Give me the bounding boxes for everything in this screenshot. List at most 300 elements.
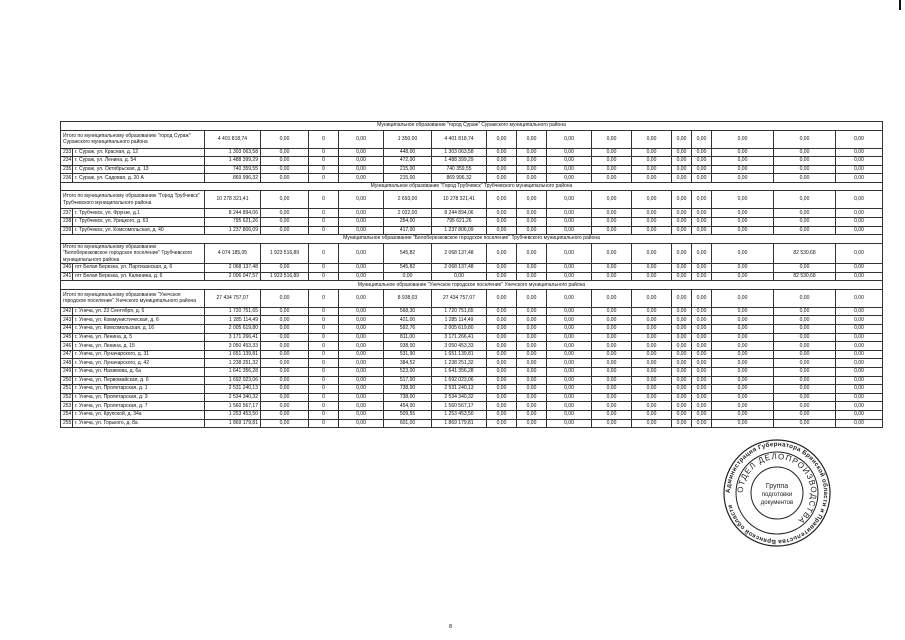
row-address: г. Унеча, ул. Крупской, д. 34а: [73, 410, 205, 419]
value-cell: 0,00: [774, 157, 836, 166]
value-cell: 0,00: [339, 226, 384, 235]
total-value-cell: 0,00: [547, 191, 592, 209]
section-title-row: [61, 182, 883, 191]
value-cell: 0,00: [547, 342, 592, 351]
row-address: г. Трубчевск, ул. Фрунзе, д.1: [73, 209, 205, 218]
value-cell: 0,00: [487, 264, 517, 273]
table-row: [61, 217, 883, 226]
value-cell: 0,00: [487, 419, 517, 428]
value-cell: 0,00: [261, 342, 309, 351]
value-cell: 0,00: [517, 165, 547, 174]
value-cell: 0,00: [261, 165, 309, 174]
value-cell: 0,00: [672, 157, 692, 166]
value-cell: 1 651 139,81: [205, 350, 261, 359]
value-cell: 0,00: [592, 148, 632, 157]
value-cell: 0,00: [261, 368, 309, 377]
value-cell: 0,00: [487, 325, 517, 334]
value-cell: 0,00: [692, 419, 712, 428]
value-cell: 0,00: [712, 419, 774, 428]
value-cell: 0,00: [774, 307, 836, 316]
section-title: Муниципальное образование "Унечское городское поселение" Унечского муниципального района: [61, 281, 883, 290]
value-cell: 254,00: [384, 217, 432, 226]
value-cell: 0,00: [672, 174, 692, 183]
row-address: г. Унеча, ул. 23 Сентября, д. 6: [73, 307, 205, 316]
scan-edge-mark: [899, 0, 901, 10]
value-cell: 0,00: [261, 402, 309, 411]
row-address: г. Трубчевск, ул. Комсомольская, д. 40: [73, 226, 205, 235]
total-value-cell: 0: [309, 130, 339, 148]
value-cell: 0,00: [339, 272, 384, 281]
value-cell: 0: [309, 325, 339, 334]
table-row: [61, 264, 883, 273]
value-cell: 0,00: [836, 350, 883, 359]
value-cell: 1 238 251,32: [432, 359, 487, 368]
value-cell: 0,00: [774, 368, 836, 377]
value-cell: 0,00: [836, 359, 883, 368]
value-cell: 0,00: [672, 307, 692, 316]
value-cell: 0,00: [339, 393, 384, 402]
total-value-cell: 0,00: [261, 130, 309, 148]
section-total-row: [61, 191, 883, 209]
value-cell: 0,00: [672, 410, 692, 419]
value-cell: 0,00: [774, 393, 836, 402]
value-cell: 0,00: [547, 325, 592, 334]
value-cell: 0,00: [774, 350, 836, 359]
total-value-cell: 0: [309, 289, 339, 307]
value-cell: 0: [309, 226, 339, 235]
value-cell: 0,00: [592, 368, 632, 377]
value-cell: 0,00: [517, 316, 547, 325]
value-cell: 0,00: [487, 316, 517, 325]
value-cell: 0,00: [339, 368, 384, 377]
value-cell: 0,00: [592, 217, 632, 226]
value-cell: 0,00: [517, 148, 547, 157]
value-cell: 0,00: [774, 376, 836, 385]
section-total-row: [61, 289, 883, 307]
value-cell: 0,00: [692, 342, 712, 351]
value-cell: 0,00: [836, 165, 883, 174]
value-cell: 0,00: [712, 385, 774, 394]
row-address: пгт Белая Березка, ул. Партизанская, д. 6: [73, 264, 205, 273]
value-cell: 0,00: [836, 226, 883, 235]
value-cell: 0,00: [672, 217, 692, 226]
value-cell: 0,00: [672, 316, 692, 325]
value-cell: 1 869 179,81: [205, 419, 261, 428]
value-cell: 0,00: [547, 316, 592, 325]
value-cell: 0,00: [261, 325, 309, 334]
value-cell: 8 244 894,06: [432, 209, 487, 218]
value-cell: 738,00: [384, 385, 432, 394]
value-cell: 3 171 266,41: [205, 333, 261, 342]
value-cell: 0,00: [836, 148, 883, 157]
value-cell: 0,00: [339, 209, 384, 218]
value-cell: 0,00: [712, 264, 774, 273]
value-cell: 0,00: [692, 316, 712, 325]
value-cell: 0,00: [692, 333, 712, 342]
value-cell: 0,00: [672, 264, 692, 273]
value-cell: 0,00: [592, 264, 632, 273]
value-cell: 1 720 751,65: [432, 307, 487, 316]
value-cell: 0,00: [432, 272, 487, 281]
value-cell: 0: [309, 157, 339, 166]
value-cell: 0,00: [672, 350, 692, 359]
value-cell: 0,00: [547, 209, 592, 218]
section-title-row: [61, 281, 883, 290]
value-cell: 0,00: [712, 226, 774, 235]
value-cell: 1 238 251,32: [205, 359, 261, 368]
value-cell: 0,00: [632, 226, 672, 235]
value-cell: 0,00: [672, 333, 692, 342]
value-cell: 0,00: [487, 272, 517, 281]
value-cell: 0,00: [592, 350, 632, 359]
value-cell: 592,76: [384, 325, 432, 334]
value-cell: 0,00: [592, 316, 632, 325]
value-cell: 869 996,32: [432, 174, 487, 183]
row-number: 234: [61, 157, 73, 166]
value-cell: 0,00: [592, 376, 632, 385]
row-number: 255: [61, 419, 73, 428]
value-cell: 417,00: [384, 226, 432, 235]
value-cell: 0,00: [517, 209, 547, 218]
value-cell: 0,00: [547, 402, 592, 411]
value-cell: 0,00: [836, 402, 883, 411]
value-cell: 0,00: [487, 157, 517, 166]
value-cell: 0,00: [261, 350, 309, 359]
stamp-center-line-2: подготовки: [761, 492, 793, 498]
table-body: [61, 122, 883, 428]
value-cell: 0,00: [692, 359, 712, 368]
total-value-cell: 0,00: [692, 289, 712, 307]
value-cell: 0,00: [672, 272, 692, 281]
page-number: 8: [449, 624, 453, 630]
value-cell: 0: [309, 316, 339, 325]
value-cell: 1 285 114,49: [205, 316, 261, 325]
value-cell: 2 022,00: [384, 209, 432, 218]
value-cell: 0,00: [517, 226, 547, 235]
value-cell: 0,00: [487, 342, 517, 351]
table-row: [61, 307, 883, 316]
value-cell: 0,00: [517, 272, 547, 281]
value-cell: 0,00: [487, 402, 517, 411]
value-cell: 0: [309, 359, 339, 368]
table-row: [61, 376, 883, 385]
value-cell: 0,00: [517, 359, 547, 368]
value-cell: 1 692 023,06: [432, 376, 487, 385]
value-cell: 0,00: [836, 272, 883, 281]
table-row: [61, 226, 883, 235]
value-cell: 8 244 894,06: [205, 209, 261, 218]
value-cell: 0,00: [836, 368, 883, 377]
value-cell: 1 692 023,06: [205, 376, 261, 385]
total-value-cell: 0,00: [632, 289, 672, 307]
total-value-cell: 0,00: [517, 289, 547, 307]
value-cell: 0,00: [672, 226, 692, 235]
value-cell: 0,00: [672, 325, 692, 334]
value-cell: 1 869 179,81: [432, 419, 487, 428]
section-title-row: [61, 235, 883, 244]
value-cell: 1 285 114,49: [432, 316, 487, 325]
value-cell: 0,00: [547, 174, 592, 183]
value-cell: 0,00: [712, 316, 774, 325]
value-cell: 0,00: [547, 385, 592, 394]
value-cell: 0,00: [261, 157, 309, 166]
value-cell: 0,00: [339, 359, 384, 368]
value-cell: 1 720 751,65: [205, 307, 261, 316]
value-cell: 0,00: [692, 368, 712, 377]
value-cell: 0,00: [592, 165, 632, 174]
value-cell: 0,00: [517, 325, 547, 334]
total-value-cell: 1 923 516,89: [261, 243, 309, 264]
value-cell: 0,00: [547, 148, 592, 157]
value-cell: 0: [309, 368, 339, 377]
total-value-cell: 0,00: [547, 289, 592, 307]
value-cell: 0,00: [592, 226, 632, 235]
value-cell: 740 359,55: [205, 165, 261, 174]
value-cell: 0,00: [712, 174, 774, 183]
value-cell: 0,00: [339, 157, 384, 166]
value-cell: 0,00: [339, 325, 384, 334]
value-cell: 0,00: [261, 148, 309, 157]
value-cell: 421,00: [384, 316, 432, 325]
value-cell: 0,00: [547, 359, 592, 368]
value-cell: 0,00: [712, 359, 774, 368]
value-cell: 0,00: [672, 419, 692, 428]
total-value-cell: 0,00: [836, 289, 883, 307]
value-cell: 0,00: [592, 209, 632, 218]
value-cell: 0: [309, 272, 339, 281]
table-row: [61, 419, 883, 428]
stamp-center-line-3: документов: [760, 500, 794, 506]
value-cell: 0,00: [487, 165, 517, 174]
row-number: 237: [61, 209, 73, 218]
value-cell: 0,00: [487, 393, 517, 402]
section-total-row: [61, 130, 883, 148]
table-row: [61, 148, 883, 157]
value-cell: 3 050 453,33: [432, 342, 487, 351]
total-value-cell: 0,00: [517, 130, 547, 148]
total-value-cell: 0,00: [672, 130, 692, 148]
total-value-cell: 0,00: [712, 130, 774, 148]
total-value-cell: 0,00: [517, 243, 547, 264]
value-cell: 0: [309, 217, 339, 226]
value-cell: 0,00: [517, 402, 547, 411]
value-cell: 0,00: [517, 307, 547, 316]
value-cell: 0,00: [632, 342, 672, 351]
value-cell: 0,00: [592, 325, 632, 334]
value-cell: 0,00: [836, 376, 883, 385]
stamp-center-line-1: Группа: [765, 483, 789, 490]
value-cell: 0,00: [836, 209, 883, 218]
value-cell: 0,00: [261, 226, 309, 235]
value-cell: 2 531 240,13: [205, 385, 261, 394]
value-cell: 0,00: [261, 410, 309, 419]
value-cell: 601,00: [384, 419, 432, 428]
section-title-row: [61, 122, 883, 131]
value-cell: 0,00: [692, 165, 712, 174]
total-value-cell: 0,00: [339, 130, 384, 148]
table-row: [61, 359, 883, 368]
value-cell: 0: [309, 165, 339, 174]
value-cell: 0,00: [517, 368, 547, 377]
value-cell: 2 005 619,80: [432, 325, 487, 334]
value-cell: 0,00: [487, 307, 517, 316]
total-value-cell: 0,00: [632, 243, 672, 264]
value-cell: 0,00: [261, 217, 309, 226]
value-cell: 0,00: [339, 307, 384, 316]
value-cell: 0,00: [774, 419, 836, 428]
total-value-cell: 27 434 757,07: [432, 289, 487, 307]
value-cell: 0,00: [774, 385, 836, 394]
value-cell: 0,00: [774, 165, 836, 174]
value-cell: 0,00: [339, 333, 384, 342]
row-number: 240: [61, 264, 73, 273]
table-row: [61, 316, 883, 325]
table-row: [61, 333, 883, 342]
table-row: [61, 393, 883, 402]
value-cell: 0,00: [692, 226, 712, 235]
value-cell: 0,00: [339, 217, 384, 226]
total-value-cell: 4 401 818,74: [432, 130, 487, 148]
value-cell: 0: [309, 419, 339, 428]
value-cell: 0,00: [692, 217, 712, 226]
value-cell: 0,00: [592, 385, 632, 394]
value-cell: 0,00: [672, 209, 692, 218]
value-cell: 0,00: [672, 368, 692, 377]
total-value-cell: 0,00: [836, 243, 883, 264]
value-cell: 0,00: [774, 174, 836, 183]
value-cell: 0: [309, 342, 339, 351]
value-cell: 2 005 619,80: [205, 325, 261, 334]
row-number: 236: [61, 174, 73, 183]
total-value-cell: 4 401 818,74: [205, 130, 261, 148]
value-cell: 0,00: [632, 217, 672, 226]
value-cell: 0,00: [339, 165, 384, 174]
total-value-cell: 0,00: [672, 289, 692, 307]
value-cell: 0,00: [632, 148, 672, 157]
value-cell: 0,00: [672, 385, 692, 394]
total-value-cell: 0,00: [632, 130, 672, 148]
value-cell: 0,00: [261, 419, 309, 428]
value-cell: 0,00: [517, 157, 547, 166]
value-cell: 384,52: [384, 359, 432, 368]
value-cell: 0,00: [632, 174, 672, 183]
total-value-cell: 27 434 757,07: [205, 289, 261, 307]
value-cell: 0,00: [672, 402, 692, 411]
row-address: г. Унеча, ул. Коммунистическая, д. 6: [73, 316, 205, 325]
value-cell: 0,00: [487, 359, 517, 368]
value-cell: 0,00: [712, 209, 774, 218]
total-value-cell: 0,00: [774, 191, 836, 209]
value-cell: 0,00: [692, 402, 712, 411]
total-value-cell: 2 693,00: [384, 191, 432, 209]
value-cell: 0,00: [672, 393, 692, 402]
value-cell: 0,00: [517, 217, 547, 226]
total-value-cell: 0,00: [261, 191, 309, 209]
value-cell: 0,00: [487, 217, 517, 226]
value-cell: 0,00: [774, 359, 836, 368]
value-cell: 0,00: [547, 157, 592, 166]
value-cell: 0: [309, 209, 339, 218]
value-cell: 1 651 139,81: [432, 350, 487, 359]
value-cell: 0,00: [836, 410, 883, 419]
row-address: г. Сураж, ул. Садовая, д. 20 А: [73, 174, 205, 183]
value-cell: 0,00: [517, 419, 547, 428]
value-cell: 0,00: [487, 209, 517, 218]
row-number: 243: [61, 316, 73, 325]
total-value-cell: 0,00: [592, 130, 632, 148]
value-cell: 0,00: [836, 385, 883, 394]
total-value-cell: 10 278 321,41: [205, 191, 261, 209]
value-cell: 1 560 567,17: [205, 402, 261, 411]
row-address: г. Унеча, ул. Ленина, д. 15: [73, 342, 205, 351]
value-cell: 0: [309, 148, 339, 157]
value-cell: 0,00: [692, 148, 712, 157]
value-cell: 0,00: [632, 385, 672, 394]
total-value-cell: 0,00: [592, 243, 632, 264]
section-title: Муниципальное образование "Белоберезковское городское поселение" Трубчевского муниципального района: [61, 235, 883, 244]
value-cell: 0,00: [774, 226, 836, 235]
value-cell: 0: [309, 393, 339, 402]
total-value-cell: 0,00: [592, 289, 632, 307]
value-cell: 811,00: [384, 333, 432, 342]
value-cell: 0,00: [712, 393, 774, 402]
value-cell: 0,00: [517, 410, 547, 419]
value-cell: 0,00: [592, 419, 632, 428]
row-number: 233: [61, 148, 73, 157]
value-cell: 215,00: [384, 174, 432, 183]
value-cell: 869 996,32: [205, 174, 261, 183]
row-number: 246: [61, 342, 73, 351]
row-number: 235: [61, 165, 73, 174]
table-row: [61, 350, 883, 359]
total-value-cell: 0,00: [672, 191, 692, 209]
value-cell: 0,00: [632, 402, 672, 411]
value-cell: 531,90: [384, 350, 432, 359]
value-cell: 0,00: [517, 333, 547, 342]
register-table: [60, 121, 883, 428]
total-value-cell: 0,00: [261, 289, 309, 307]
value-cell: 517,00: [384, 376, 432, 385]
value-cell: 1 303 063,58: [205, 148, 261, 157]
value-cell: 0,00: [672, 148, 692, 157]
value-cell: 0,00: [632, 393, 672, 402]
value-cell: 0,00: [712, 368, 774, 377]
row-address: г. Унеча, ул. Пролетарская, д. 7: [73, 402, 205, 411]
value-cell: 0,00: [547, 272, 592, 281]
value-cell: 509,55: [384, 410, 432, 419]
value-cell: 0,00: [339, 342, 384, 351]
total-value-cell: 0,00: [712, 289, 774, 307]
row-number: 238: [61, 217, 73, 226]
value-cell: 0,00: [632, 165, 672, 174]
value-cell: 0,00: [632, 419, 672, 428]
value-cell: 0,00: [517, 174, 547, 183]
total-value-cell: 0,00: [339, 289, 384, 307]
value-cell: 0,00: [712, 410, 774, 419]
total-value-cell: 0,00: [592, 191, 632, 209]
value-cell: 0,00: [517, 385, 547, 394]
value-cell: 0,00: [712, 333, 774, 342]
value-cell: 0,00: [774, 209, 836, 218]
value-cell: 0,00: [487, 350, 517, 359]
value-cell: 0,00: [632, 376, 672, 385]
value-cell: 0,00: [712, 376, 774, 385]
row-number: 241: [61, 272, 73, 281]
row-number: 253: [61, 402, 73, 411]
stamp-outer-text: Администрация Губернатора Брянской области и Правительства Брянской области: [724, 440, 830, 546]
value-cell: 0,00: [774, 316, 836, 325]
value-cell: 0,00: [547, 165, 592, 174]
